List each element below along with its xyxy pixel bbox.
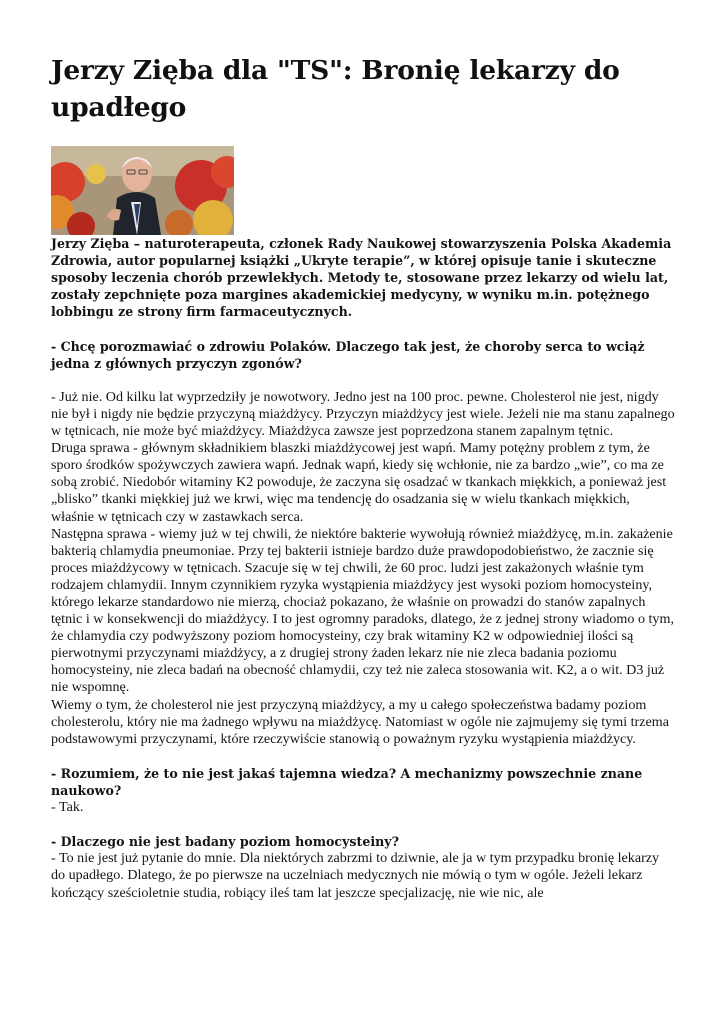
answer-1-paragraph: - Już nie. Od kilku lat wyprzedziły je nowotwory. Jedno jest na 100 proc. pewne. Cholesterol nie jest, nigdy nie był i nigdy nie będzie przyczyną miażdżycy. Przyczyn miażdżycy jest wiele. Jeżeli nie ma stanu zapalnego w tętnicach, nie może być miażdżycy. Miażdżyca zawsze jest poprzedzona stanem zapalnym tętnic.: [51, 388, 675, 440]
answer-1-paragraph: Druga sprawa - głównym składnikiem blaszki miażdżycowej jest wapń. Mamy potężny problem z tym, że sporo środków spożywczych zawiera wapń. Jednak wapń, kiedy się wchłonie, nie za bardzo „wie”, co ma ze sobą zrobić. Niedobór witaminy K2 powoduje, że zaczyna się osadzać w tkankach miękkich, a ponieważ jest „blisko” tkanki miękkiej już we krwi, więc ma tendencję do osadzania się w wielu tkankach miękkich, właśnie w tętnicach czy w zastawkach serca.: [51, 440, 667, 525]
article-photo: [51, 146, 234, 235]
article: [51, 52, 676, 902]
question-1: - Chcę porozmawiać o zdrowiu Polaków. Dlaczego tak jest, że choroby serca to wciąż jedna z głównych przyczyn zgonów?: [51, 338, 645, 371]
article-lead: Jerzy Zięba – naturoterapeuta, członek Rady Naukowej stowarzyszenia Polska Akademia Zdrowia, autor popularnej książki „Ukryte terapie”, w której opisuje tanie i skuteczne sposoby leczenia chorób przewlekłych. Metody te, stosowane przez lekarzy od wielu lat, zostały zepchnięte poza margines akademickiej medycyny, w wyniku m.in. potężnego lobbingu ze strony firm farmaceutycznych.: [51, 236, 672, 320]
photo-illustration: [51, 146, 234, 235]
article-title: Jerzy Zięba dla "TS": Bronię lekarzy do upadłego: [51, 55, 620, 123]
question-2: - Rozumiem, że to nie jest jakaś tajemna wiedza? A mechanizmy powszechnie znane naukowo?: [51, 765, 643, 798]
question-3: - Dlaczego nie jest badany poziom homocysteiny?: [51, 834, 399, 850]
answer-1-paragraph: Wiemy o tym, że cholesterol nie jest przyczyną miażdżycy, a my u całego społeczeństwa badamy poziom cholesterolu, który nie ma żadnego wpływu na miażdżycę. Natomiast w ogóle nie zajmujemy się tymi trzema podstawowymi przyczynami, które rzeczywiście stanowią o poważnym ryzyku wystąpienia miażdżycy.: [51, 696, 669, 747]
answer-3: - To nie jest już pytanie do mnie. Dla niektórych zabrzmi to dziwnie, ale ja w tym przypadku bronię lekarzy do upadłego. Dlatego, że po pierwsze na uczelniach medycznych nie mówią o tym w ogóle. Jeżeli lekarz kończący sześcioletnie studia, robiący ileś tam lat jeszcze specjalizację, nie wie nic, ale: [51, 850, 660, 901]
answer-2: - Tak.: [51, 799, 84, 816]
answer-1-paragraph: Następna sprawa - wiemy już w tej chwili, że niektóre bakterie wywołują również miażdżycę, m.in. zakażenie bakterią chlamydia pneumoniae. Przy tej bakterii istnieje bardzo duże prawdopodobieństwo, że zacznie się proces miażdżycowy w tętnicach. Szacuje się w tej chwili, że 60 proc. ludzi jest zakażonych właśnie tym rodzajem chlamydii. Innym czynnikiem ryzyka wystąpienia miażdżycy jest wysoki poziom homocysteiny, którego lekarze standardowo nie mierzą, chociaż pokazano, że właśnie on prowadzi do stanów zapalnych tętnic i w konsekwencji do miażdżycy. I to jest ogromny paradoks, dlatego, że z jednej strony wiadomo o tym, że chlamydia czy podwyższony poziom homocysteiny, czy brak witaminy K2 w odpowiedniej ilości są pierwotnymi przyczynami miażdżycy, a z drugiej strony żaden lekarz nie nie zleca badania poziomu homocysteiny, nie zleca badań na obecność chlamydii, czy też nie zaleca stosowania wit. K2, a o wit. D3 już nie wspomnę.: [51, 525, 674, 696]
article-body: [51, 235, 676, 902]
